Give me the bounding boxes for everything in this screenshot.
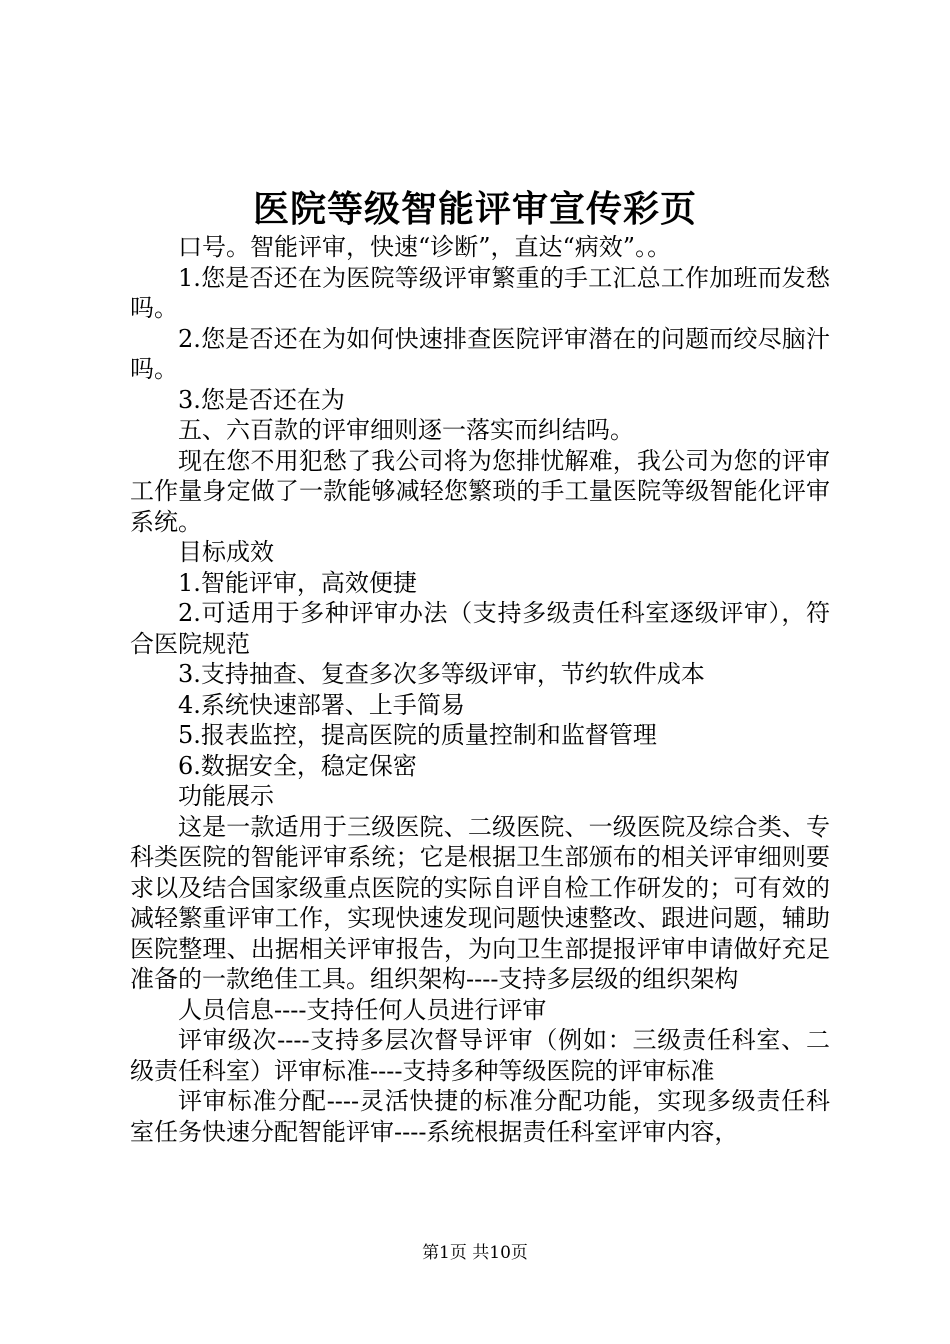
section-heading-goals: 目标成效 <box>178 538 274 566</box>
goal-item: 4.系统快速部署、上手简易 <box>178 690 465 719</box>
feature-item: 评审级次----支持多层次督导评审（例如：三级责任科室、二级责任科室）评审标准----支持多种等级医院的评审标准 <box>130 1026 830 1085</box>
paragraph-intro: 现在您不用犯愁了我公司将为您排忧解难，我公司为您的评审工作量身定做了一款能够减轻您繁琐的手工量医院等级智能化评审系统。 <box>130 446 830 536</box>
paragraph-question-3-continued: 五、六百款的评审细则逐一落实而纠结吗。 <box>178 416 634 444</box>
feature-item: 人员信息----支持任何人员进行评审 <box>178 995 547 1024</box>
paragraph-question-3: 3.您是否还在为 <box>178 385 345 414</box>
document-body <box>130 232 830 1147</box>
page-footer: 第1页 共10页 <box>422 1243 528 1263</box>
feature-item: 评审标准分配----灵活快捷的标准分配功能，实现多级责任科室任务快速分配智能评审----系统根据责任科室评审内容， <box>130 1087 830 1146</box>
paragraph-slogan: 口号。智能评审，快速“诊断”，直达“病效”。。 <box>178 233 672 261</box>
section-heading-features: 功能展示 <box>178 782 274 810</box>
goal-item: 6.数据安全，稳定保密 <box>178 751 417 780</box>
goal-item: 3.支持抽查、复查多次多等级评审，节约软件成本 <box>178 660 705 688</box>
goal-item: 1.智能评审，高效便捷 <box>178 568 417 597</box>
paragraph-question-2: 2.您是否还在为如何快速排查医院评审潜在的问题而绞尽脑汁吗。 <box>130 324 830 383</box>
goal-item: 2.可适用于多种评审办法（支持多级责任科室逐级评审），符合医院规范 <box>130 599 830 658</box>
goal-item: 5.报表监控，提高医院的质量控制和监督管理 <box>178 721 657 749</box>
document-title: 医院等级智能评审宣传彩页 <box>252 188 697 230</box>
paragraph-question-1: 1.您是否还在为医院等级评审繁重的手工汇总工作加班而发愁吗。 <box>130 263 830 322</box>
paragraph-features-description: 这是一款适用于三级医院、二级医院、一级医院及综合类、专科类医院的智能评审系统；它是根据卫生部颁布的相关评审细则要求以及结合国家级重点医院的实际自评自检工作研发的；可有效的减轻繁重评审工作，实现快速发现问题快速整改、跟进问题，辅助医院整理、出据相关评审报告，为向卫生部提报评审申请做好充足准备的一款绝佳工具。组织架构----支持多层级的组织架构 <box>130 812 830 993</box>
